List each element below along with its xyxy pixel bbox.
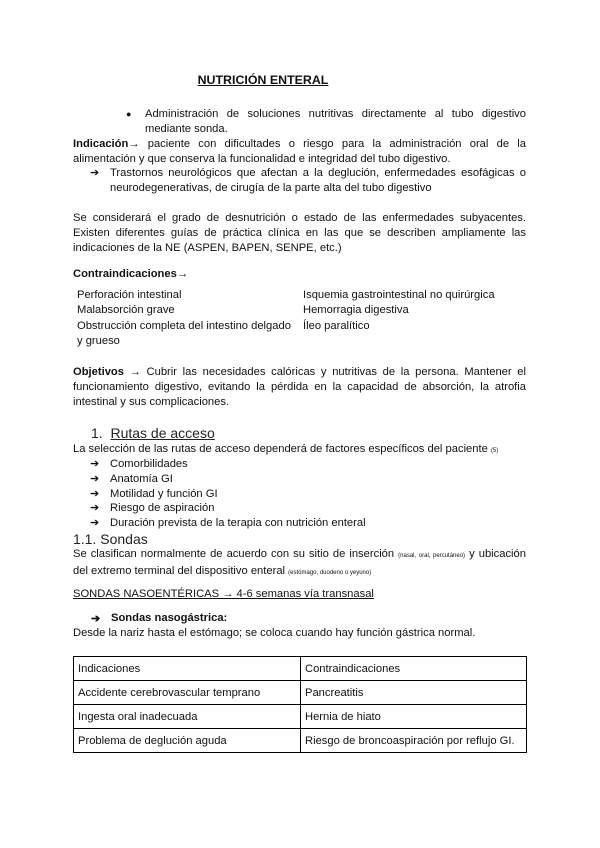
list-item: ➔ Anatomía GI (90, 472, 173, 485)
section-title: Rutas de acceso (110, 425, 215, 441)
rutas-intro-ref: (5) (490, 448, 499, 454)
table-header-cell: Contraindicaciones (301, 657, 527, 681)
contraindicacion-item: Íleo paralítico (303, 319, 370, 332)
list-item: ➔ Comorbilidades (90, 458, 188, 470)
table-cell: Riesgo de broncoaspiración por reflujo GI. (301, 729, 527, 753)
list-item: ➔ Motilidad y función GI (90, 487, 218, 500)
list-item: ➔ Duración prevista de la terapia con nutrición enteral (90, 517, 366, 530)
bullet-icon: ● (126, 109, 132, 119)
rutas-intro-text: La selección de las rutas de acceso dependerá de factores específicos del paciente (73, 443, 491, 455)
arrow-icon: ➔ (90, 502, 100, 515)
indicacion-label: Indicación→ (73, 138, 140, 150)
table-cell: Hernia de hiato (301, 705, 527, 729)
sonda-nasogastrica-text: Desde la nariz hasta el estómago; se coloca cuando hay función gástrica normal. (73, 627, 476, 639)
contraindicaciones-right-column (303, 288, 528, 334)
objetivos-text: → Cubrir las necesidades calóricas y nutritivas de la persona. Mantener el funcionamiento digestivo, evitando la pérdida en la capacidad de absorción, la atrofia intestinal y sus complicaciones. (73, 366, 526, 408)
indicacion-paragraph (73, 137, 526, 167)
table-cell: Problema de deglución aguda (74, 729, 301, 753)
contraindicacion-item: Perforación intestinal (77, 289, 182, 301)
contraindicacion-item: Hemorragia digestiva (303, 304, 409, 317)
arrow-icon: ➔ (91, 613, 101, 625)
sondas-paragraph: Se clasifican normalmente de acuerdo con su sitio de inserción (nasal, oral, percutáneo) y ubicación del extremo terminal del dispositivo enteral (estómago, duodeno o yeyuno) (73, 548, 526, 577)
contraindicaciones-left-column (77, 288, 302, 350)
table-row (74, 705, 527, 729)
indicacion-text: paciente con dificultades o riesgo para la administración oral de la alimentación y que conserva la funcionalidad e integridad del tubo digestivo. (73, 138, 526, 165)
table-cell: Ingesta oral inadecuada (74, 705, 301, 729)
table-header-cell: Indicaciones (74, 657, 301, 681)
rutas-list (90, 457, 510, 531)
objetivos-label: Objetivos (73, 366, 124, 378)
contraindicacion-item: Isquemia gastrointestinal no quirúrgica (303, 289, 495, 301)
indicacion-sub-bullet (90, 166, 526, 196)
grado-paragraph: Se considerará el grado de desnutrición o estado de las enfermedades subyacentes. Existen diferentes guías de práctica clínica en las que se describen ampliamente las indicaciones de la NE (ASPEN, BAPEN, SENPE, etc.) (73, 212, 526, 254)
arrow-icon: ➔ (90, 487, 100, 500)
indicaciones-table (73, 656, 527, 753)
page-title: NUTRICIÓN ENTERAL (197, 73, 329, 87)
intro-bullet-text: Administración de soluciones nutritivas directamente al tubo digestivo mediante sonda. (145, 108, 526, 135)
table-header-row (74, 657, 527, 681)
table-row (74, 729, 527, 753)
contraindicacion-item: y grueso (77, 335, 120, 348)
intro-bullet (126, 107, 526, 137)
arrow-icon: ➔ (90, 458, 100, 470)
arrow-icon: ➔ (90, 517, 100, 530)
table-row (74, 681, 527, 705)
section-heading-rutas (91, 425, 215, 441)
objetivos-paragraph (73, 365, 526, 410)
table-cell: Pancreatitis (301, 681, 527, 705)
arrow-icon: ➔ (90, 472, 100, 485)
contraindicacion-item: Obstrucción completa del intestino delgado (77, 319, 291, 332)
section-heading-sondas: 1.1. Sondas (73, 531, 148, 547)
sondas-nasoentericas-heading: SONDAS NASOENTÉRICAS → 4-6 semanas vía transnasal (73, 588, 374, 600)
section-number: 1. (91, 425, 103, 441)
sonda-nasogastrica-heading: ➔ Sondas nasogástrica: (91, 612, 228, 625)
indicacion-sub-text: Trastornos neurológicos que afectan a la deglución, enfermedades esofágicas o neurodegenerativas, de cirugía de la parte alta del tubo digestivo (110, 167, 526, 194)
list-item: ➔ Riesgo de aspiración (90, 502, 215, 515)
contraindicacion-item: Malabsorción grave (77, 304, 175, 317)
table-cell: Accidente cerebrovascular temprano (74, 681, 301, 705)
contraindicaciones-label: Contraindicaciones→ (73, 268, 189, 280)
arrow-icon: ➔ (90, 167, 100, 179)
